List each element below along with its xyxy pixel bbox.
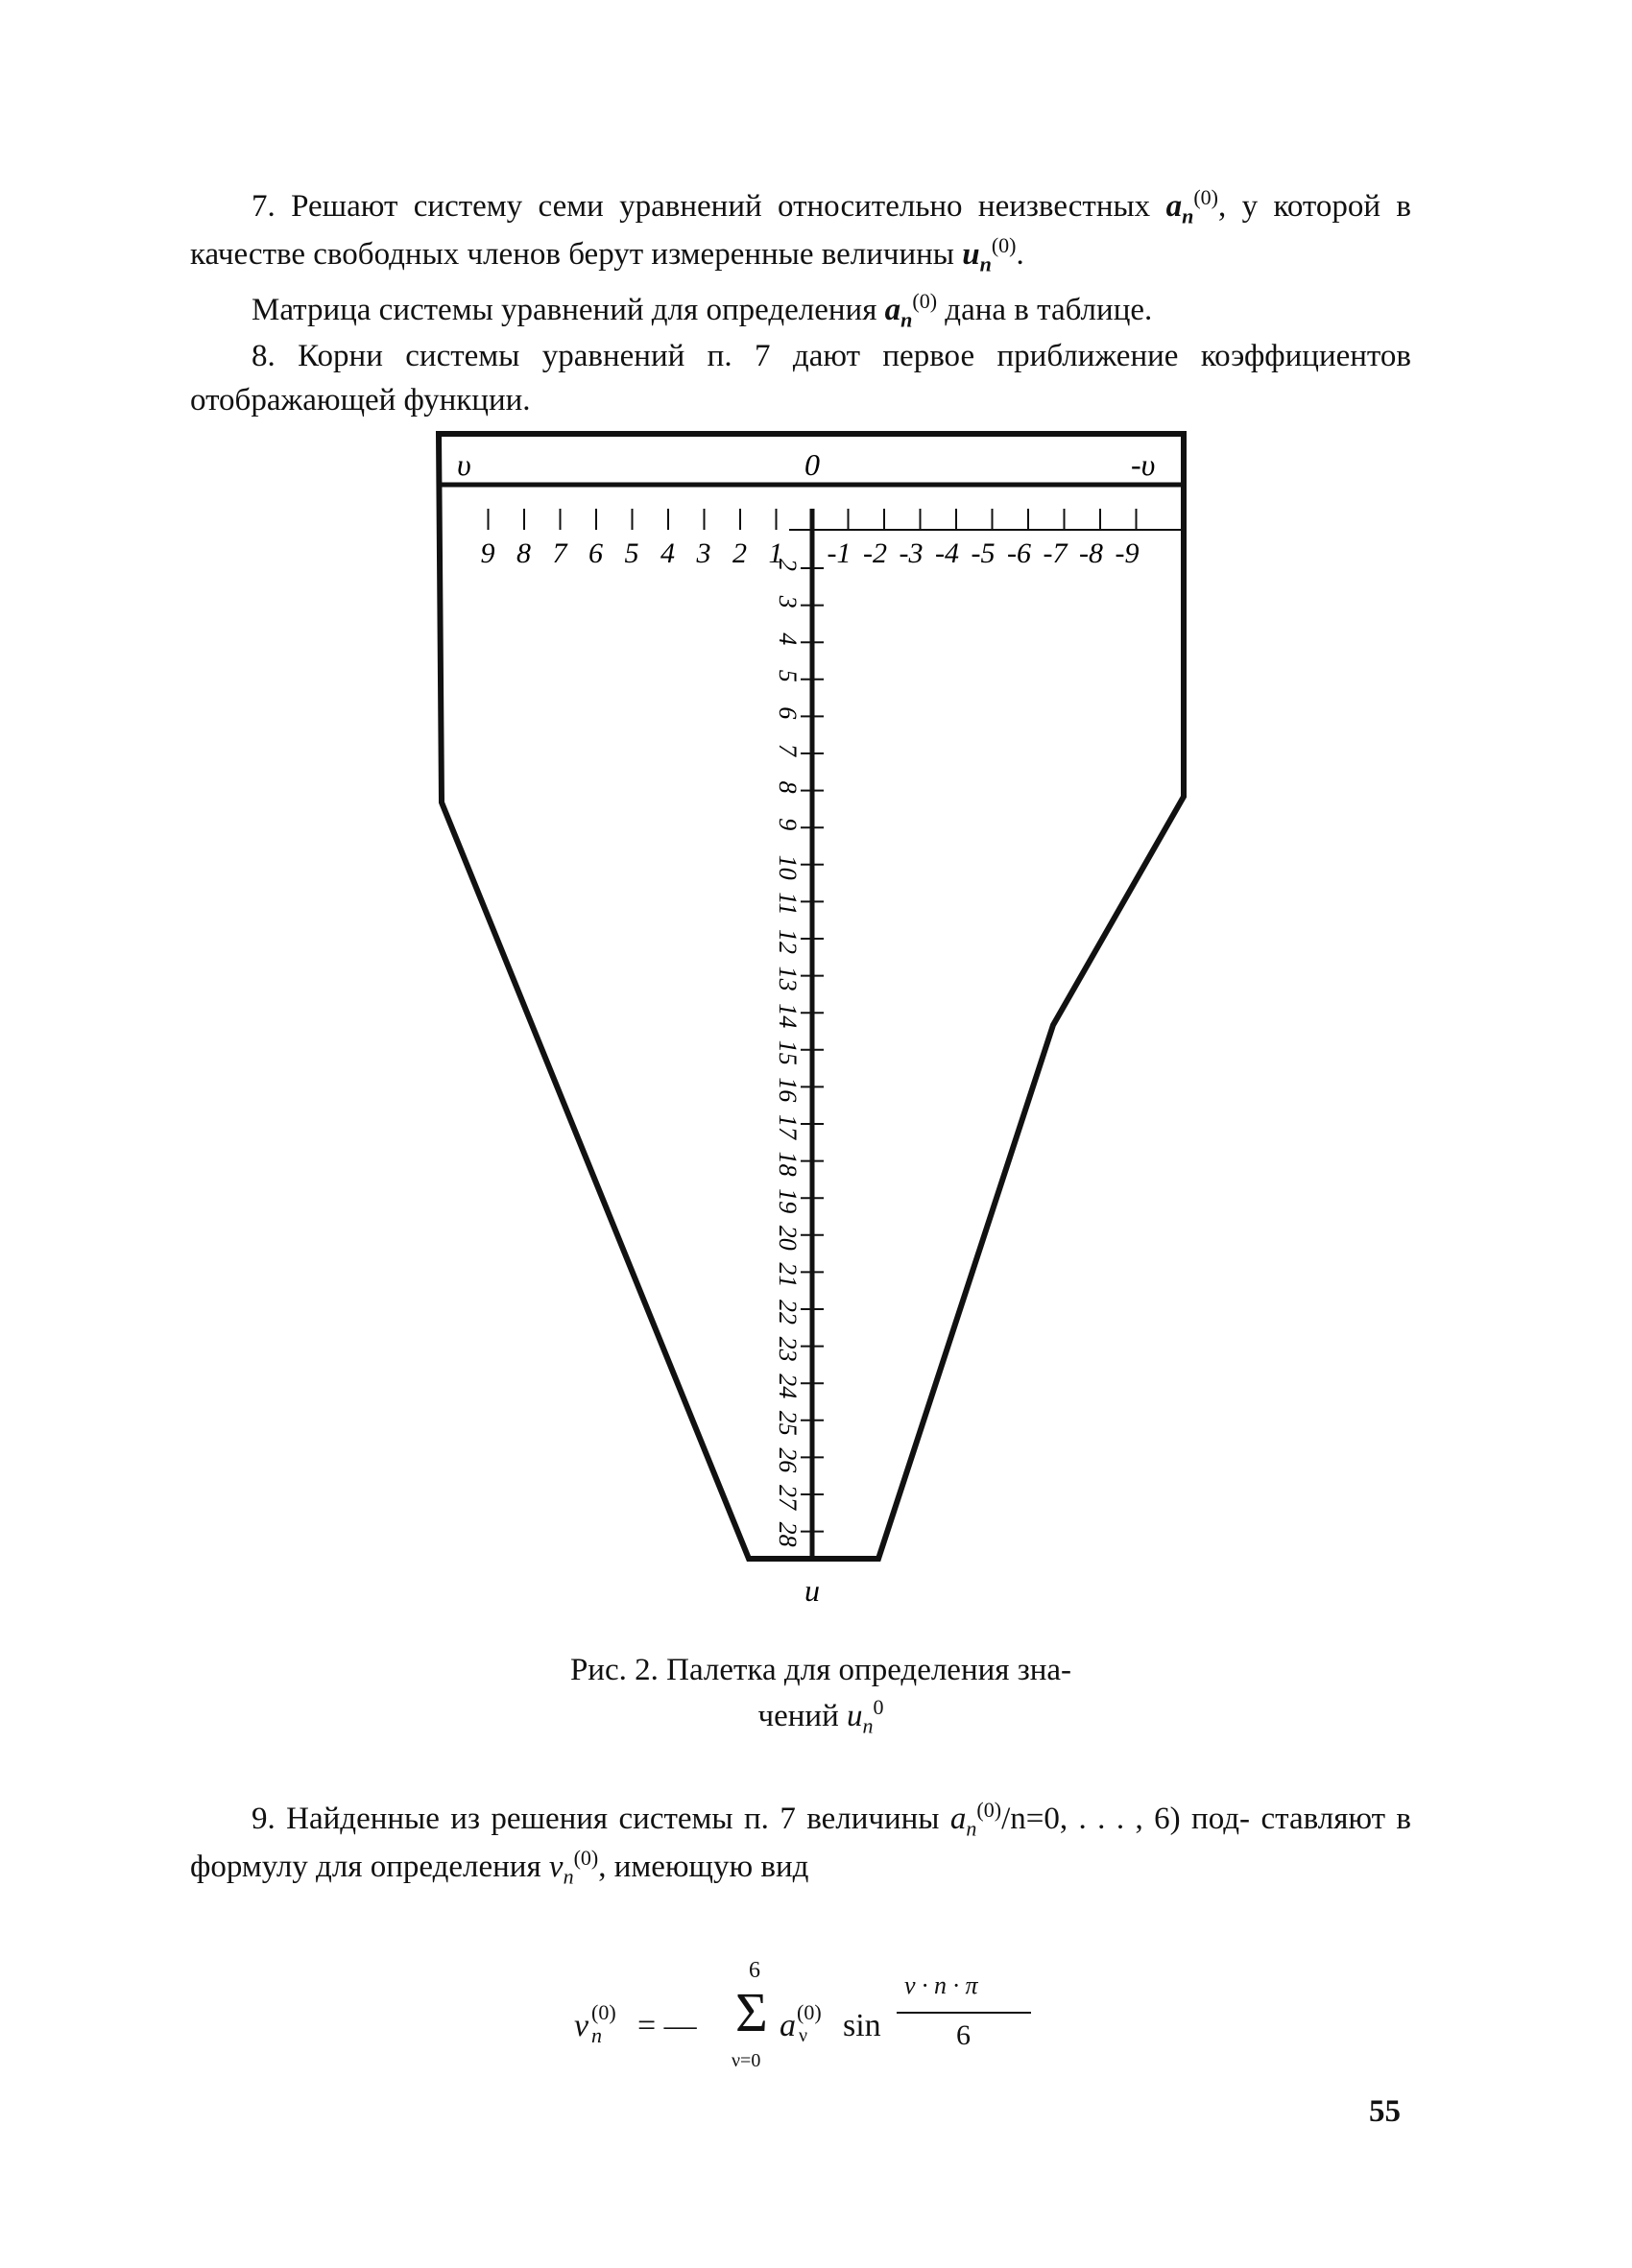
tick-label-vertical: 11 xyxy=(774,892,802,916)
tick-label-vertical: 4 xyxy=(774,633,802,646)
tick-label-negative: -9 xyxy=(1115,537,1140,569)
tick-label-positive: 1 xyxy=(768,537,783,569)
fraction-numerator: ν · n · π xyxy=(904,1971,978,1999)
label-zero: 0 xyxy=(804,447,820,482)
tick-label-vertical: 13 xyxy=(774,966,802,991)
formula: v n (0) = — 6 Σ ν=0 a (0) ν sin ν · n · π 6 xyxy=(538,1958,1075,2102)
tick-label-positive: 9 xyxy=(480,537,495,569)
formula-equals: = — xyxy=(637,2008,697,2043)
tick-label-vertical: 23 xyxy=(774,1336,802,1362)
tick-label-positive: 2 xyxy=(732,537,747,569)
tick-label-vertical: 28 xyxy=(774,1521,802,1547)
tick-label-negative: -8 xyxy=(1079,537,1103,569)
tick-label-negative: -2 xyxy=(863,537,887,569)
tick-label-vertical: 17 xyxy=(774,1114,802,1139)
symbol-u: u xyxy=(962,237,980,272)
formula-sin: sin xyxy=(843,2008,881,2043)
tick-label-vertical: 2 xyxy=(774,559,802,571)
tick-label-vertical: 8 xyxy=(774,780,802,794)
tick-label-vertical: 15 xyxy=(774,1039,802,1065)
tick-label-negative: -1 xyxy=(827,537,852,569)
tick-label-positive: 3 xyxy=(696,537,711,569)
palette-figure xyxy=(422,422,1190,1612)
tick-label-vertical: 6 xyxy=(774,706,802,720)
tick-label-vertical: 27 xyxy=(774,1485,802,1510)
matrix-text: Матрица системы уравнений для определения xyxy=(252,293,877,327)
tick-label-vertical: 18 xyxy=(774,1151,802,1177)
paragraph-9: 9. Найденные из решения системы п. 7 величины $a_n^{(0)}/n=0$, . . . , 6) под- ставляют в формулу для определения $v_n^{(0)}$, имеющую вид xyxy=(190,1798,1412,1889)
positive-tick-labels xyxy=(481,537,783,569)
tick-label-vertical: 25 xyxy=(774,1410,802,1436)
tick-label-positive: 6 xyxy=(588,537,603,569)
tick-label-positive: 4 xyxy=(660,537,675,569)
sum-lower: ν=0 xyxy=(732,2050,761,2071)
tick-label-vertical: 22 xyxy=(774,1300,802,1325)
tick-label-vertical: 14 xyxy=(774,1003,802,1029)
vertical-tick-labels xyxy=(774,559,802,1547)
tick-label-negative: -6 xyxy=(1007,537,1031,569)
tick-label-negative: -3 xyxy=(899,537,924,569)
page-number: 55 xyxy=(1369,2094,1401,2129)
label-v-right: -υ xyxy=(1131,447,1156,482)
tick-label-vertical: 21 xyxy=(774,1262,802,1288)
tick-label-vertical: 19 xyxy=(774,1188,802,1214)
tick-label-positive: 7 xyxy=(552,537,567,569)
tick-label-vertical: 7 xyxy=(774,744,802,756)
p7-line1: 7. Решают систему семи уравнений относительно неизвестных xyxy=(252,189,1151,224)
paragraph-matrix: Матрица системы уравнений для определения $a_n^{(0)}$ дана в таблице. xyxy=(252,289,1153,332)
tick-label-vertical: 24 xyxy=(774,1373,802,1399)
tick-label-vertical: 9 xyxy=(774,818,802,831)
tick-label-vertical: 16 xyxy=(774,1077,802,1103)
sum-upper: 6 xyxy=(749,1958,760,1983)
tick-label-negative: -5 xyxy=(971,537,996,569)
formula-lhs: v xyxy=(574,2008,589,2043)
label-u-bottom: u xyxy=(804,1573,820,1608)
label-v-left: υ xyxy=(457,447,471,482)
fraction-bar xyxy=(897,2012,1031,2014)
figure-caption: Рис. 2. Палетка для определения зна- чений $u_n^0$ xyxy=(569,1653,1072,1738)
paragraph-7: 7. Решают систему семи уравнений относительно неизвестных $a_n^{(0)}$, у которой в качестве свободных членов берут измеренные величины $u_n^{(0)}$. xyxy=(190,185,1411,276)
caption-line2: чений xyxy=(757,1699,839,1733)
fraction-denominator: 6 xyxy=(956,2019,971,2051)
tick-label-positive: 8 xyxy=(516,537,531,569)
tick-label-vertical: 12 xyxy=(774,929,802,954)
caption-line1: Рис. 2. Палетка для определения зна- xyxy=(569,1653,1072,1687)
tick-label-vertical: 10 xyxy=(774,854,802,880)
symbol-a: a xyxy=(1165,189,1183,224)
negative-tick-labels xyxy=(828,537,1140,569)
matrix-tail: дана в таблице. xyxy=(945,293,1153,327)
tick-label-negative: -7 xyxy=(1043,537,1068,569)
sigma-symbol: Σ xyxy=(735,1981,768,2043)
tick-label-vertical: 26 xyxy=(774,1447,802,1473)
tick-label-vertical: 20 xyxy=(774,1225,802,1251)
p7-line2: у которой в качестве свободных членов берут измеренные величины xyxy=(190,189,1411,272)
tick-label-vertical: 3 xyxy=(774,595,802,609)
tick-label-vertical: 5 xyxy=(774,669,802,682)
tick-label-positive: 5 xyxy=(624,537,639,569)
tick-label-negative: -4 xyxy=(935,537,959,569)
paragraph-8: 8. Корни системы уравнений п. 7 дают первое приближение коэффициентов отображающей функции. xyxy=(190,339,1411,418)
formula-term: a xyxy=(780,2008,796,2043)
